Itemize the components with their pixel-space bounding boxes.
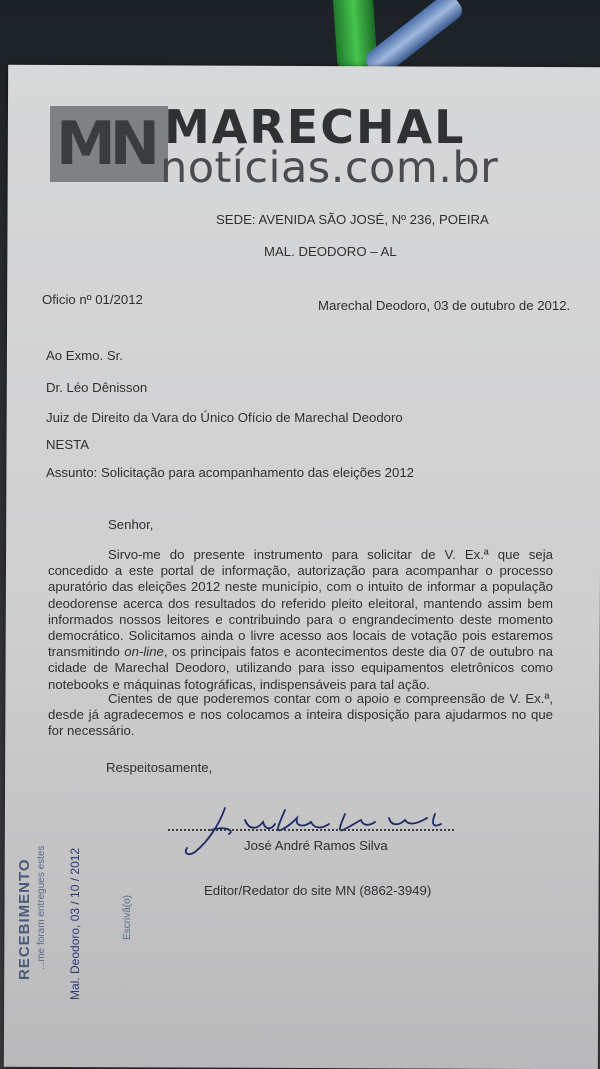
body-paragraph-1 <box>48 547 553 693</box>
body-paragraph-2: Cientes de que poderemos contar com o apoio e compreensão de V. Ex.ª, desde já agradecemos e nos colocamos a inteira disposição para ajudarmos no que for necessário. <box>48 691 553 739</box>
recipient-title: Juiz de Direito da Vara do Único Ofício de Marechal Deodoro <box>46 410 403 425</box>
oficio-number: Oficio nº 01/2012 <box>42 292 143 307</box>
receipt-stamp <box>10 770 140 1000</box>
logo-domain: notícias.com.br <box>160 143 499 193</box>
signature-line <box>168 827 454 831</box>
stamp-role: Escrivã(o) <box>122 894 133 940</box>
subject-line: Assunto: Solicitação para acompanhamento das eleições 2012 <box>46 465 415 480</box>
signer-name: José André Ramos Silva <box>244 838 388 853</box>
letterhead-city: MAL. DEODORO – AL <box>264 244 397 259</box>
body-paragraph-1-italic: on-line <box>124 644 164 660</box>
signer-role: Editor/Redator do site MN (8862-3949) <box>204 883 432 898</box>
recipient-name: Dr. Léo Dênisson <box>46 380 148 395</box>
logo-mark-text: MN <box>56 109 154 179</box>
letter-salutation: Senhor, <box>108 517 154 532</box>
stamp-date: Mal. Deodoro, 03 / 10 / 2012 <box>68 847 82 1000</box>
body-paragraph-1-text-end: , os principais fatos e acontecimentos deste dia 07 de outubro na cidade de Marechal Deodoro, utilizando para isso equipamentos eletrônicos como notebooks e máquinas fotográficas, indispensáveis para tal ação. <box>48 644 553 692</box>
letterhead-address: SEDE: AVENIDA SÃO JOSÉ, Nº 236, POEIRA <box>216 212 489 227</box>
logo-mark <box>50 106 168 182</box>
body-paragraph-1-text: Sirvo-me do presente instrumento para solicitar de V. Ex.ª que seja concedido a este portal de informação, autorização para acompanhar o processo apuratório das eleições 2012 neste município, com o intuito de informar a população deodorense acerca dos resultados do referido pleito eleitoral, mantendo assim bem informados nossos leitores e contribuindo para o engrandecimento deste momento democrático. Solicitamos ainda o livre acesso aos locais de votação pois estaremos transmitindo <box>48 547 553 660</box>
letterhead-logo <box>50 100 570 200</box>
place-date: Marechal Deodoro, 03 de outubro de 2012. <box>318 298 571 313</box>
stamp-line: ...me foram entregues estes <box>36 845 47 970</box>
logo-title: MARECHAL <box>164 100 466 154</box>
recipient-location: NESTA <box>46 437 89 452</box>
closing: Respeitosamente, <box>106 760 213 775</box>
stamp-title: RECEBIMENTO <box>16 858 33 980</box>
recipient-salutation: Ao Exmo. Sr. <box>46 348 123 363</box>
